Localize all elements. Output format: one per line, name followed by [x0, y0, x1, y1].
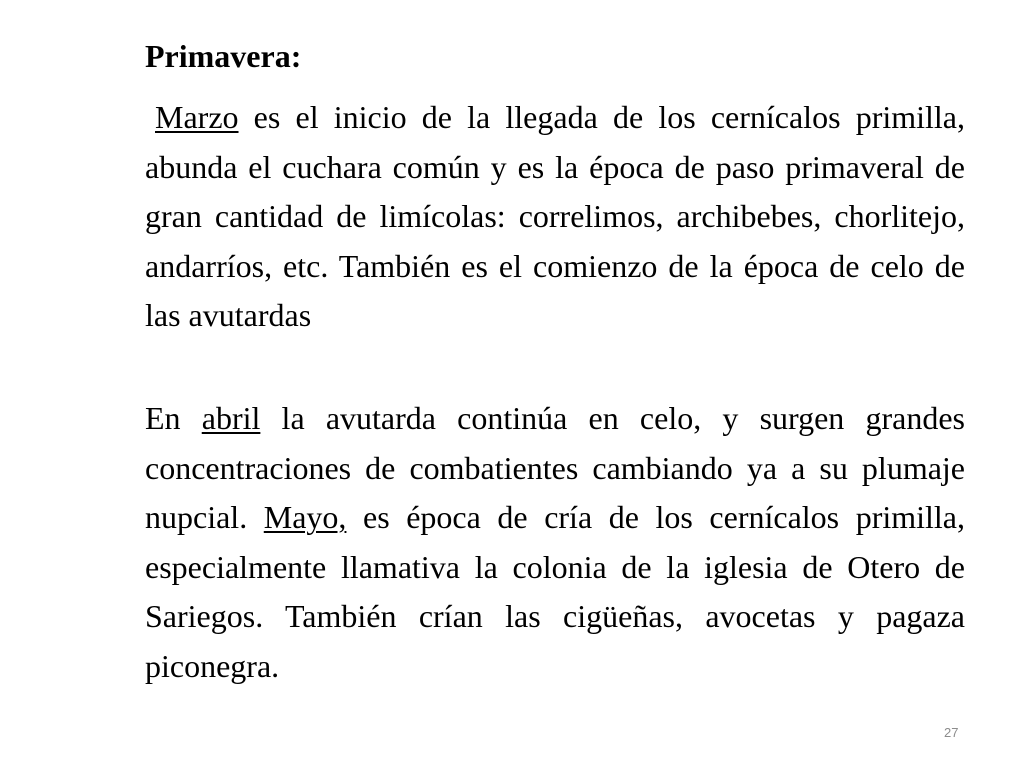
month-mayo: Mayo, — [263, 499, 347, 535]
month-marzo: Marzo — [155, 99, 239, 135]
paragraph-march-lead — [145, 99, 239, 135]
paragraph-march-text: es el inicio de la llegada de los cernícalos primilla, abunda el cuchara común y es la época de paso primaveral de gran cantidad de limícolas: correlimos, archibebes, chorlitejo, andarríos, etc. También es el comienzo de la época de celo de las avutardas — [145, 99, 965, 333]
paragraph-march — [145, 93, 965, 341]
page-number: 27 — [944, 725, 959, 740]
slide-heading: Primavera: — [145, 38, 302, 74]
paragraph-may-text: es época de cría de los cernícalos primilla, especialmente llamativa la colonia de la iglesia de Otero de Sariegos. También crían las cigüeñas, avocetas y pagaza piconegra. — [145, 499, 966, 684]
paragraph-april-text: la avutarda continúa en celo, y surgen grandes concentraciones de combatientes cambiando ya a su plumaje nupcial. — [145, 400, 966, 535]
month-abril: abril — [201, 400, 261, 436]
paragraph-april-intro: En — [145, 400, 202, 436]
paragraph-april-may — [145, 394, 965, 691]
